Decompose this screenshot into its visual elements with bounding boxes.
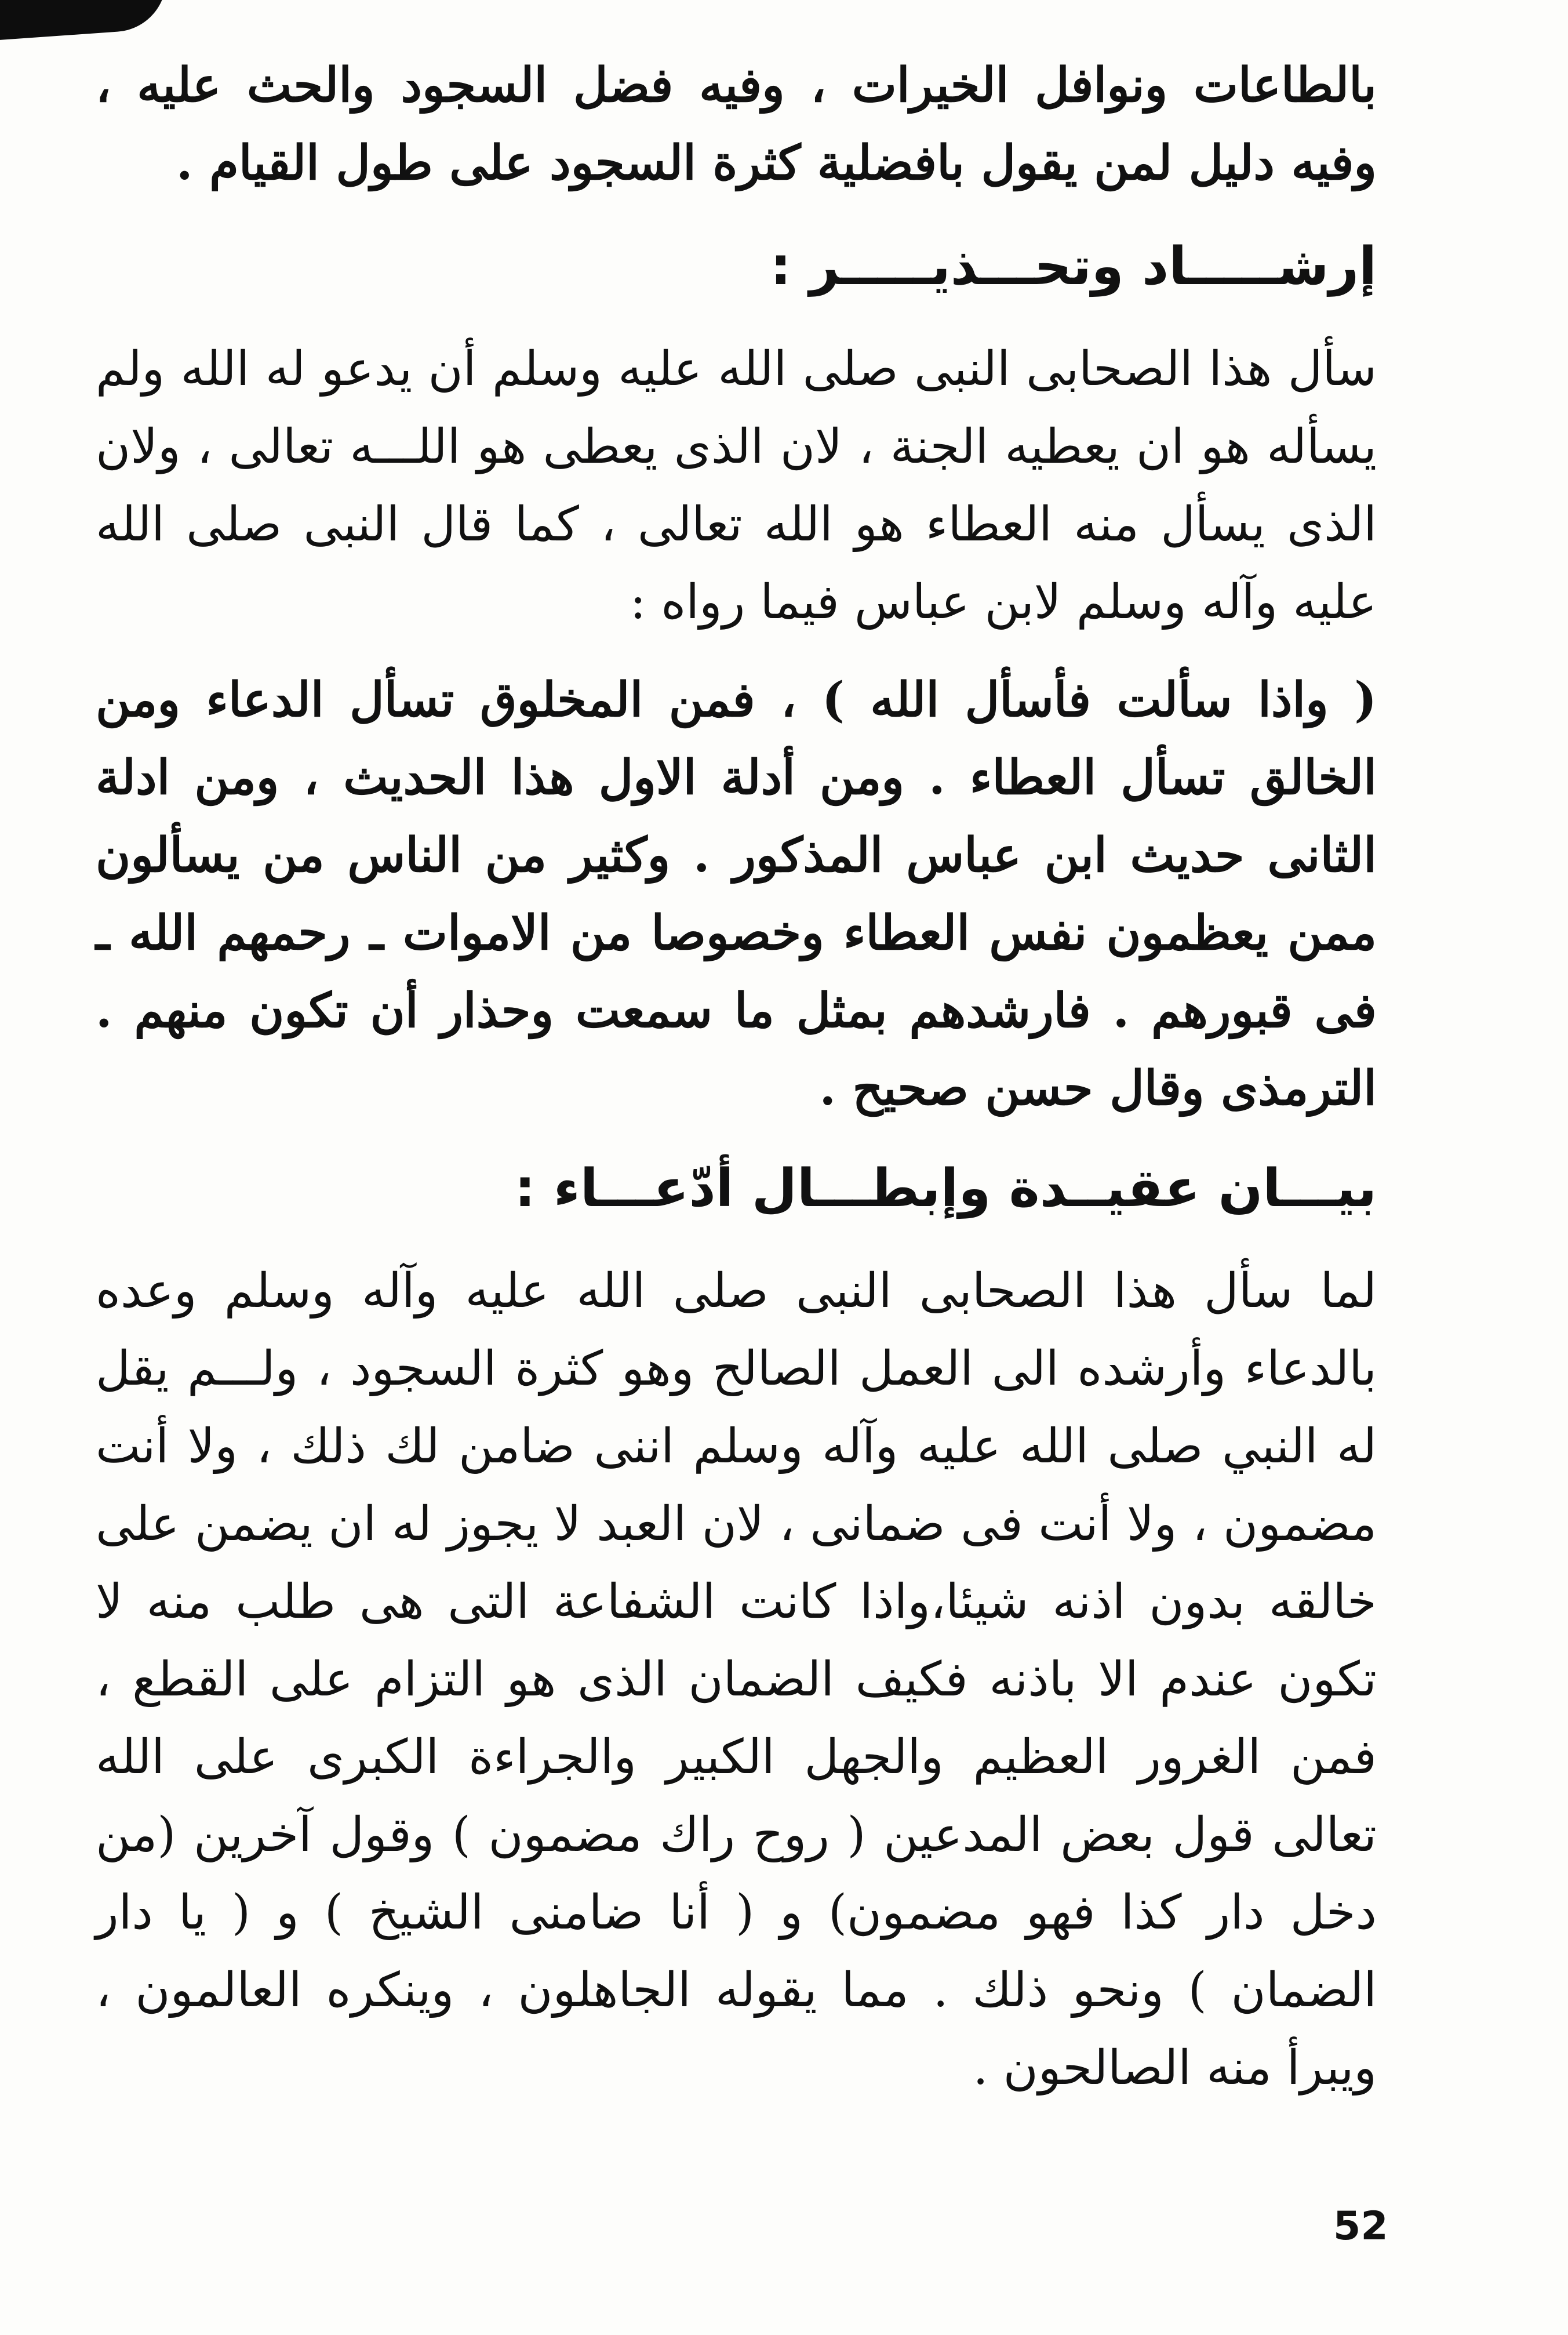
page-number: 52	[1333, 2203, 1388, 2249]
paragraph-3	[96, 661, 1377, 1127]
paragraph-4	[96, 1252, 1377, 2107]
section-heading-creed-refutation: بيـــان عقيــدة وإبطـــال أدّعـــاء :	[514, 1158, 1377, 1219]
paragraph-4-text: لما سأل هذا الصحابى النبى صلى الله عليه وآله وسلم وعده بالدعاء وأرشده الى العمل الصالح وهو كثرة السجود ، ولـــم يقل له النبي صلى الله عليه وآله وسلم اننى ضامن لك ذلك ، ولا أنت مضمون ، ولا أنت فى ضمانى ، لان العبد لا يجوز له ان يضمن على خالقه بدون اذنه شيئا،واذا كانت الشفاعة التى هى طلب منه لا تكون عندم الا باذنه فكيف الضمان الذى هو التزام على القطع ، فمن الغرور العظيم والجهل الكبير والجراءة الكبرى على الله تعالى قول بعض المدعين ( روح راك مضمون ) وقول آخرين (من دخل دار كذا فهو مضمون) و ( أنا ضامنى الشيخ ) و ( يا دار الضمان ) ونحو ذلك . مما يقوله الجاهلون ، وينكره العالمون ، ويبرأ منه الصالحون .	[96, 1263, 1377, 2096]
paragraph-3-text: ( واذا سألت فأسأل الله ) ، فمن المخلوق تسأل الدعاء ومن الخالق تسأل العطاء . ومن أدلة الاول هذا الحديث ، ومن ادلة الثانى حديث ابن عباس المذكور . وكثير من الناس من يسألون ممن يعظمون نفس العطاء وخصوصا من الاموات ـ رحمهم الله ـ فى قبورهم . فارشدهم بمثل ما سمعت وحذار أن تكون منهم . الترمذى وقال حسن صحيح .	[96, 672, 1377, 1116]
paragraph-1	[96, 46, 1377, 202]
paragraph-1-text: بالطاعات ونوافل الخيرات ، وفيه فضل السجود والحث عليه ، وفيه دليل لمن يقول بافضلية كثرة السجود على طول القيام .	[96, 57, 1377, 191]
section-heading-guidance-warning: إرشـــــاد وتحـــذيـــــر :	[770, 236, 1377, 297]
ink-smudge	[0, 0, 170, 41]
paragraph-2	[96, 331, 1377, 641]
paragraph-2-text: سأل هذا الصحابى النبى صلى الله عليه وسلم أن يدعو له الله ولم يسأله هو ان يعطيه الجنة ، لان الذى يعطى هو اللـــه تعالى ، ولان الذى يسأل منه العطاء هو الله تعالى ، كما قال النبى صلى الله عليه وآله وسلم لابن عباس فيما رواه :	[96, 342, 1377, 630]
